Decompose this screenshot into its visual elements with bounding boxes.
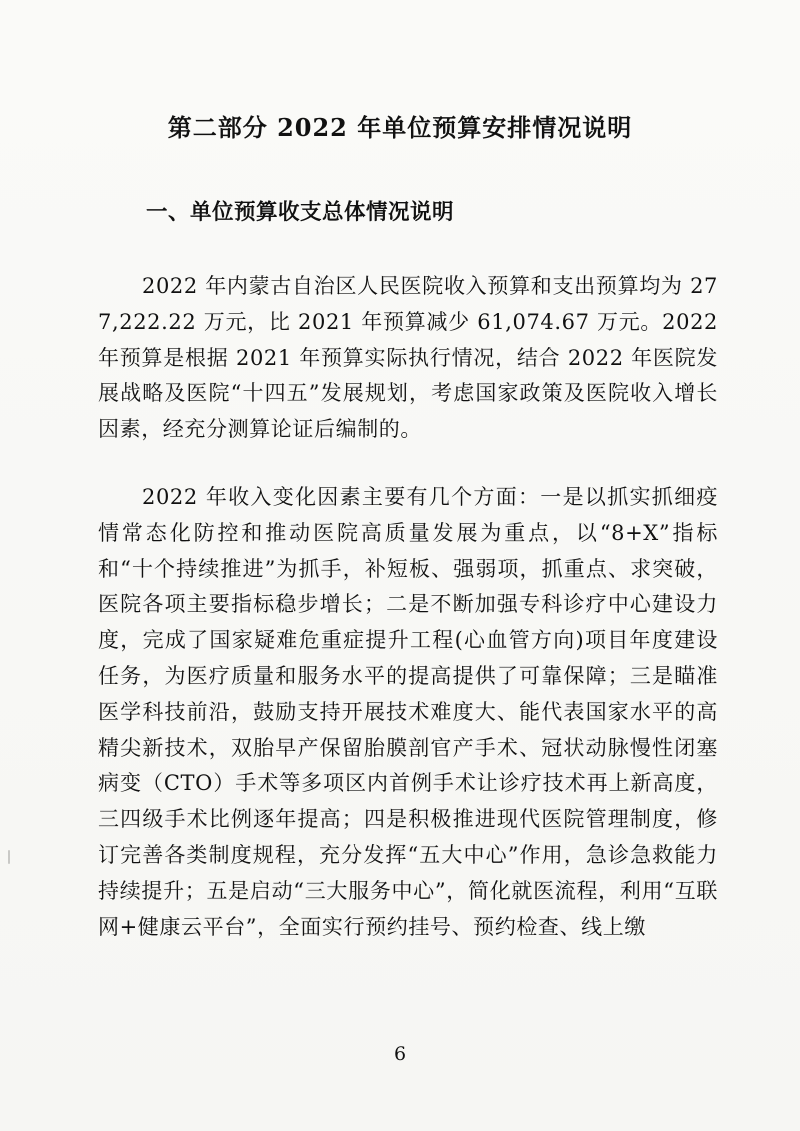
page-number: 6: [393, 1043, 407, 1065]
page-title: 第二部分 2022 年单位预算安排情况说明: [167, 113, 633, 142]
scan-mark: [8, 850, 10, 864]
body-paragraph: 2022 年收入变化因素主要有几个方面：一是以抓实抓细疫情常态化防控和推动医院高质量发展为重点，以“8+X”指标和“十个持续推进”为抓手，补短板、强弱项，抓重点、求突破，医院各项主要指标稳步增长；二是不断加强专科诊疗中心建设力度，完成了国家疑难危重症提升工程(心血管方向)项目年度建设任务，为医疗质量和服务水平的提高提供了可靠保障；三是瞄准医学科技前沿，鼓励支持开展技术难度大、能代表国家水平的高精尖新技术，双胎早产保留胎膜剖官产手术、冠状动脉慢性闭塞病变（CTO）手术等多项区内首例手术让诊疗技术再上新高度，三四级手术比例逐年提高；四是积极推进现代医院管理制度，修订完善各类制度规程，充分发挥“五大中心”作用，急诊急救能力持续提升；五是启动“三大服务中心”，简化就医流程，利用“互联网+健康云平台”，全面实行预约挂号、预约检查、线上缴: [98, 485, 718, 939]
body-paragraph: 2022 年内蒙古自治区人民医院收入预算和支出预算均为 277,222.22 万元，比 2021 年预算减少 61,074.67 万元。2022 年预算是根据 2021 年预算实际执行情况，结合 2022 年医院发展战略及医院“十四五”发展规划，考虑国家政策及医院收入增长因素，经充分测算论证后编制的。: [98, 274, 718, 442]
section-heading: 一、单位预算收支总体情况说明: [146, 200, 455, 225]
